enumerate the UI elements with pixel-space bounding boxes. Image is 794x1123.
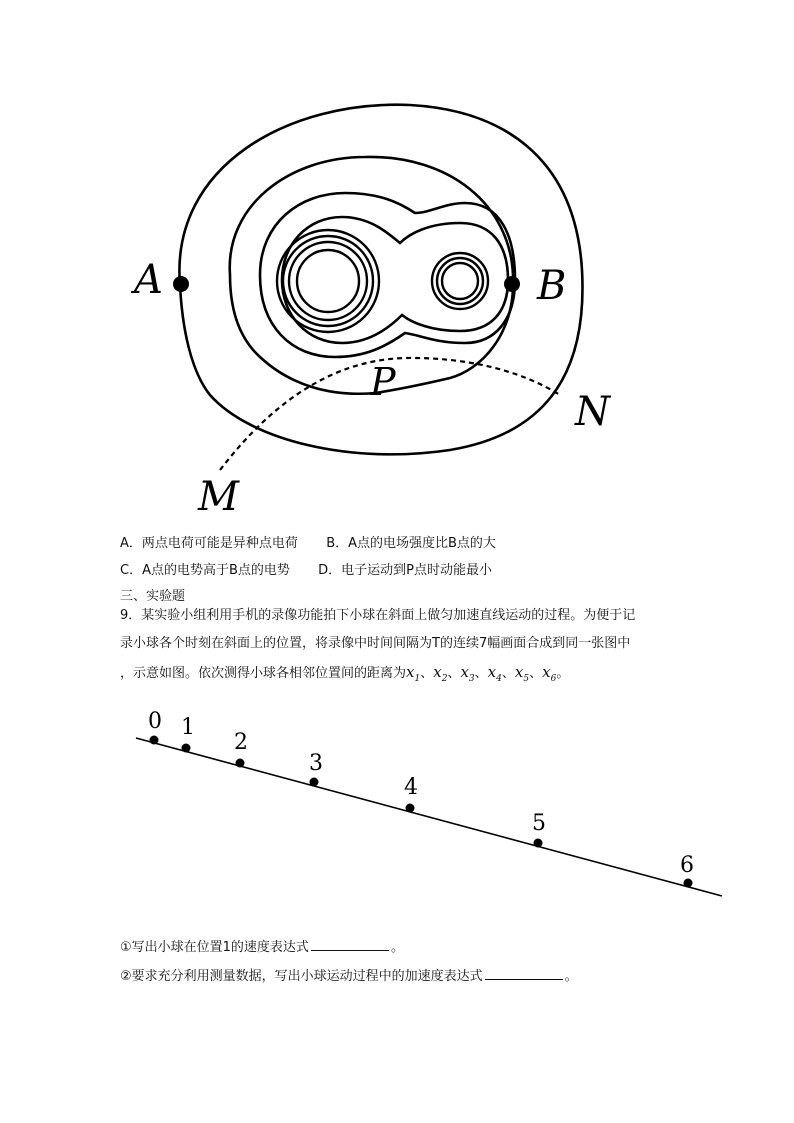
point-B [504, 276, 520, 292]
question9-line1: 9．某实验小组利用手机的录像功能拍下小球在斜面上做匀加速直线运动的过程。为便于记 [120, 608, 636, 623]
position-label-2: 2 [234, 730, 248, 755]
var-x5: $x_5$ [514, 663, 530, 684]
option-B: B．A点的电场强度比B点的大 [326, 536, 496, 551]
option-D: D．电子运动到P点时动能最小 [318, 563, 493, 578]
ball-4 [404, 775, 418, 813]
section-title: 三、实验题 [120, 589, 186, 604]
point-A [173, 276, 189, 292]
incline-figure [120, 700, 730, 905]
var-x6: $x_6$ [542, 663, 557, 684]
option-row-1 [120, 532, 496, 551]
ball-1 [181, 715, 195, 753]
position-label-5: 5 [532, 811, 546, 836]
option-row-2 [120, 559, 492, 578]
option-C: C．A点的电势高于B点的电势 [120, 563, 290, 578]
ball-0 [148, 709, 162, 745]
var-x4: $x_4$ [487, 663, 502, 684]
position-label-1: 1 [181, 715, 195, 740]
ball-3 [309, 751, 323, 787]
ball-6 [680, 853, 694, 888]
label-A: A [134, 257, 163, 303]
position-label-4: 4 [404, 775, 418, 800]
sub-question-1: ①写出小球在位置1的速度表达式 。 [120, 940, 404, 955]
option-A: A．两点电荷可能是异种点电荷 [120, 536, 298, 551]
label-N: N [575, 389, 610, 435]
label-B: B [537, 263, 567, 309]
label-M: M [198, 474, 239, 520]
position-label-3: 3 [309, 751, 323, 776]
question9-line2: 录小球各个时刻在斜面上的位置，将录像中时间间隔为T的连续7幅画面合成到同一张图中 [120, 636, 631, 651]
incline-line [136, 738, 722, 896]
equipotential-figure [120, 95, 620, 525]
var-x1: $x_1$ [406, 663, 421, 684]
answer-blank-2[interactable] [485, 967, 563, 980]
ball-2 [234, 730, 248, 768]
ball-5 [532, 811, 546, 848]
position-label-6: 6 [680, 853, 694, 878]
label-P: P [370, 360, 396, 404]
var-x2: $x_2$ [433, 663, 448, 684]
question9-line3: ，示意如图。依次测得小球各相邻位置间的距离为$x_1$、$x_2$、$x_3$、$x_4$、$x_5$、$x_6$。 [120, 663, 570, 684]
sub-question-2: ②要求充分利用测量数据，写出小球运动过程中的加速度表达式 。 [120, 969, 578, 984]
var-x3: $x_3$ [460, 663, 475, 684]
position-label-0: 0 [148, 709, 162, 734]
answer-blank-1[interactable] [311, 938, 389, 951]
